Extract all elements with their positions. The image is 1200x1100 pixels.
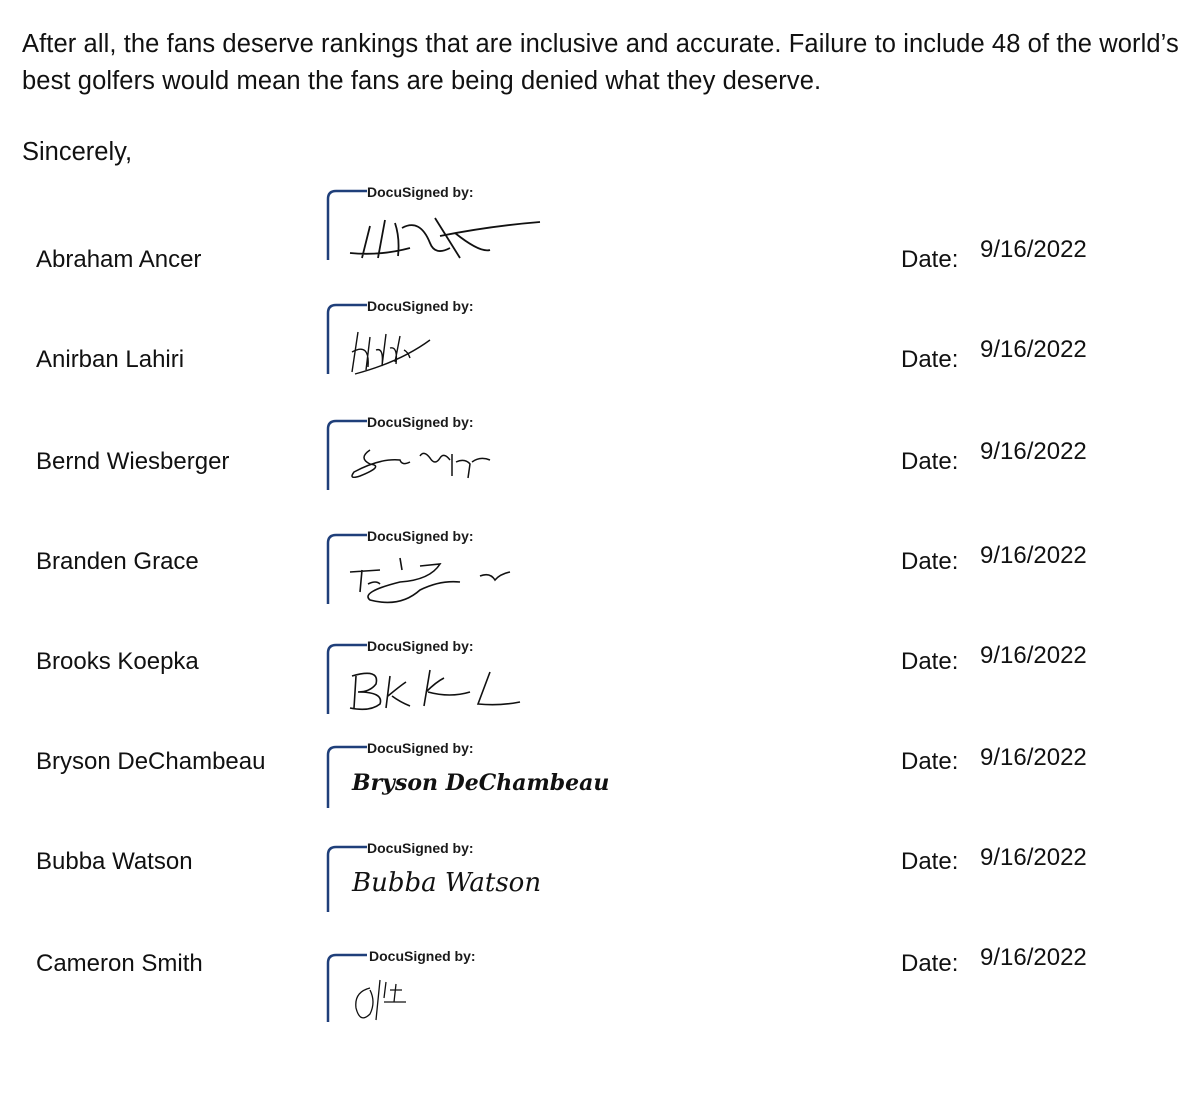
signer-name: Cameron Smith: [36, 950, 203, 977]
date-value: 9/16/2022: [980, 642, 1087, 669]
date-label: Date:: [901, 950, 959, 977]
date-value: 9/16/2022: [980, 236, 1087, 263]
docusign-label: DocuSigned by:: [367, 638, 474, 654]
date-label: Date:: [901, 346, 959, 373]
docusign-label: DocuSigned by:: [367, 528, 474, 544]
signer-name: Branden Grace: [36, 548, 199, 575]
date-label: Date:: [901, 648, 959, 675]
docusign-block: [322, 414, 622, 508]
date-label: Date:: [901, 448, 959, 475]
docusign-block: [322, 740, 622, 834]
signature-text: Bryson DeChambeau: [352, 770, 610, 796]
signer-row: [0, 414, 1200, 518]
date-label: Date:: [901, 748, 959, 775]
docusign-label: DocuSigned by:: [367, 184, 474, 200]
signer-row: [0, 944, 1200, 1050]
signer-row: [0, 528, 1200, 632]
signer-row: [0, 298, 1200, 402]
docusign-block: [322, 638, 622, 732]
date-value: 9/16/2022: [980, 844, 1087, 871]
letter-closing: Sincerely,: [22, 138, 133, 166]
signer-row: [0, 184, 1200, 288]
date-label: Date:: [901, 548, 959, 575]
signer-name: Abraham Ancer: [36, 246, 202, 273]
signer-name: Brooks Koepka: [36, 648, 199, 675]
date-value: 9/16/2022: [980, 944, 1087, 971]
docusign-block: [322, 948, 622, 1042]
signature-image: [340, 322, 560, 382]
signer-name: Anirban Lahiri: [36, 346, 185, 373]
signer-name: Bryson DeChambeau: [36, 748, 266, 775]
signature-image: [340, 972, 560, 1032]
signer-row: [0, 840, 1200, 944]
letter-paragraph: After all, the fans deserve rankings that are inclusive and accurate. Failure to include 48 of the world’s best golfers would mean the fans are being denied what they deserve.: [22, 30, 1179, 95]
docusign-label: DocuSigned by:: [367, 740, 474, 756]
signer-name: Bernd Wiesberger: [36, 448, 230, 475]
signature-text: Bubba Watson: [352, 868, 542, 898]
date-value: 9/16/2022: [980, 438, 1087, 465]
docusign-block: [322, 528, 622, 622]
signature-image: [340, 552, 560, 612]
signer-name: Bubba Watson: [36, 848, 193, 875]
signer-row: [0, 740, 1200, 844]
date-value: 9/16/2022: [980, 336, 1087, 363]
docusign-block: [322, 184, 622, 278]
signer-row: [0, 638, 1200, 742]
signature-image: [340, 438, 560, 498]
date-value: 9/16/2022: [980, 542, 1087, 569]
signature-image: [340, 662, 560, 722]
signature-image: [340, 208, 560, 268]
docusign-block: [322, 298, 622, 392]
date-label: Date:: [901, 848, 959, 875]
docusign-label: DocuSigned by:: [367, 298, 474, 314]
docusign-label: DocuSigned by:: [369, 948, 476, 964]
docusign-label: DocuSigned by:: [367, 414, 474, 430]
docusign-label: DocuSigned by:: [367, 840, 474, 856]
date-label: Date:: [901, 246, 959, 273]
docusign-block: [322, 840, 622, 934]
date-value: 9/16/2022: [980, 744, 1087, 771]
